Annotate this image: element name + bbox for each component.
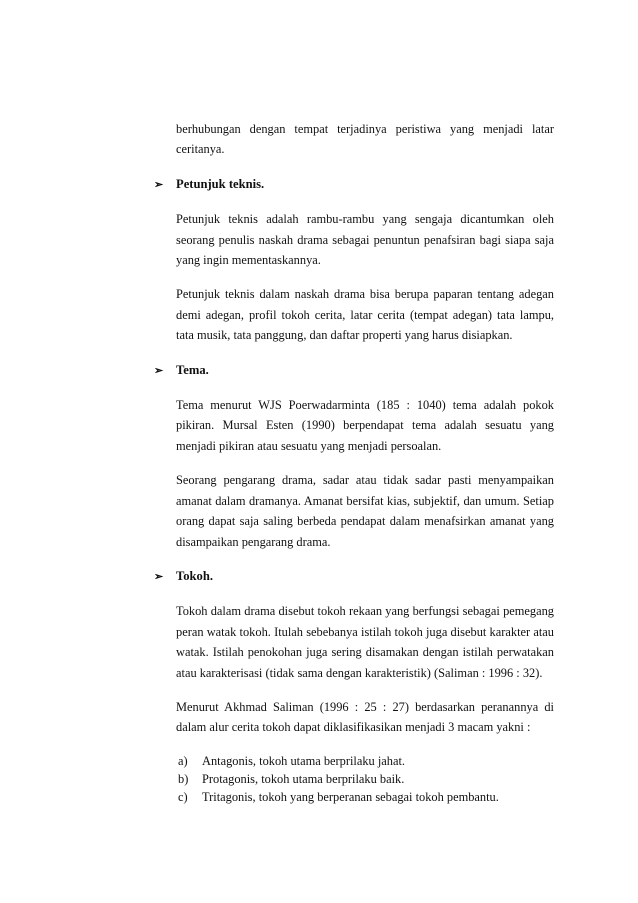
list-item bbox=[154, 770, 554, 788]
arrow-bullet-icon: ➢ bbox=[154, 364, 164, 377]
list-marker: a) bbox=[178, 753, 188, 768]
heading-petunjuk-teknis bbox=[154, 174, 554, 195]
heading-tokoh bbox=[154, 566, 554, 587]
tema-paragraph-1: Tema menurut WJS Poerwadarminta (185 : 1040) tema adalah pokok pikiran. Mursal Esten (1990) berpendapat tema adalah sesuatu yang menjadi pikiran atau sesuatu yang menjadi persoalan. bbox=[176, 398, 554, 453]
petunjuk-paragraph-1: Petunjuk teknis adalah rambu-rambu yang sengaja dicantumkan oleh seorang penulis naskah drama sebagai penuntun penafsiran bagi siapa saja yang ingin mementaskannya. bbox=[176, 212, 554, 268]
list-item bbox=[154, 788, 554, 806]
list-item-text: Antagonis, tokoh utama berprilaku jahat. bbox=[202, 753, 406, 768]
arrow-bullet-icon: ➢ bbox=[154, 178, 164, 191]
page-content bbox=[154, 119, 554, 806]
arrow-bullet-icon: ➢ bbox=[154, 570, 164, 583]
intro-paragraph: berhubungan dengan tempat terjadinya peristiwa yang menjadi latar ceritanya. bbox=[176, 122, 554, 157]
heading-label: Tema. bbox=[176, 362, 209, 377]
list-marker: b) bbox=[178, 771, 189, 786]
heading-label: Petunjuk teknis. bbox=[176, 176, 265, 191]
heading-tema bbox=[154, 360, 554, 381]
tokoh-paragraph-1: Tokoh dalam drama disebut tokoh rekaan yang berfungsi sebagai pemegang peran watak tokoh. Itulah sebebanya istilah tokoh juga disebut karakter atau watak. Istilah penokohan juga sering disamakan dengan istilah perwatakan atau karakterisasi (tidak sama dengan karakteristik) (Saliman : 1996 : 32). bbox=[176, 604, 554, 680]
tokoh-paragraph-2: Menurut Akhmad Saliman (1996 : 25 : 27) berdasarkan peranannya di dalam alur cerita tokoh dapat diklasifikasikan menjadi 3 macam yakni : bbox=[176, 699, 554, 735]
tokoh-classification-list bbox=[154, 752, 554, 807]
list-item-text: Tritagonis, tokoh yang berperanan sebagai tokoh pembantu. bbox=[202, 790, 499, 805]
list-item-text: Protagonis, tokoh utama berprilaku baik. bbox=[202, 771, 405, 786]
list-item bbox=[154, 752, 554, 770]
tema-paragraph-2: Seorang pengarang drama, sadar atau tidak sadar pasti menyampaikan amanat dalam dramanya. Amanat bersifat kias, subjektif, dan umum. Setiap orang dapat saja saling berbeda pendapat dalam menafsirkan amanat yang disampaikan pengarang drama. bbox=[176, 473, 554, 549]
heading-label: Tokoh. bbox=[176, 568, 213, 583]
list-marker: c) bbox=[178, 790, 188, 805]
petunjuk-paragraph-2: Petunjuk teknis dalam naskah drama bisa berupa paparan tentang adegan demi adegan, profil tokoh cerita, latar cerita (tempat adegan) tata lampu, tata musik, tata panggung, dan daftar properti yang harus disiapkan. bbox=[176, 287, 554, 343]
